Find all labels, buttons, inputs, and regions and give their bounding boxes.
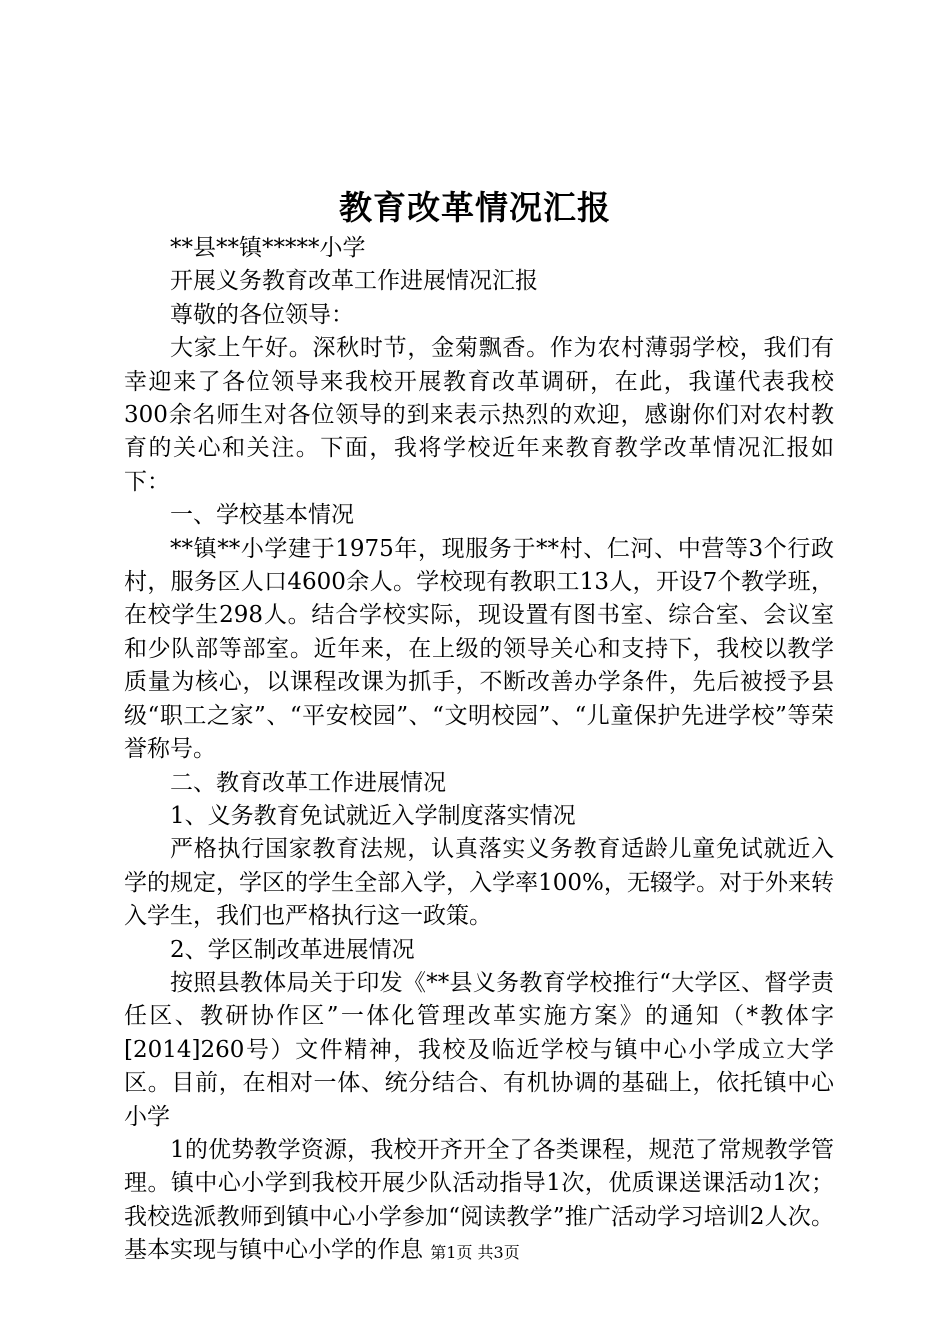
subsection-heading-1: 1、义务教育免试就近入学制度落实情况 [170, 802, 576, 829]
document-body [124, 232, 834, 1268]
intro-paragraph: 大家上午好。深秋时节，金菊飘香。作为农村薄弱学校，我们有幸迎来了各位领导来我校开展教育改革调研，在此，我谨代表我校300余名师生对各位领导的到来表示热烈的欢迎，感谢你们对农村教育的关心和关注。下面，我将学校近年来教育教学改革情况汇报如下： [124, 335, 834, 495]
school-info-paragraph: **镇**小学建于1975年，现服务于**村、仁河、中营等3个行政村，服务区人口4600余人。学校现有教职工13人，开设7个教学班，在校学生298人。结合学校实际，现设置有图书室、综合室、会议室和少队部等部室。近年来，在上级的领导关心和支持下，我校以教学质量为核心，以课程改课为抓手，不断改善办学条件，先后被授予县级“职工之家”、“平安校园”、“文明校园”、“儿童保护先进学校”等荣誉称号。 [124, 535, 834, 763]
section-heading-2: 二、教育改革工作进展情况 [170, 769, 446, 796]
salutation: 尊敬的各位领导： [170, 301, 354, 328]
school-name-line: **县**镇*****小学 [170, 235, 366, 261]
page-number-footer: 第1页 共3页 [430, 1243, 520, 1262]
district-reform-paragraph: 按照县教体局关于印发《**县义务教育学校推行“大学区、督学责任区、教研协作区”一体化管理改革实施方案》的通知（*教体字[2014]260号）文件精神，我校及临近学校与镇中心小学成立大学区。目前，在相对一体、统分结合、有机协调的基础上，依托镇中心小学 [124, 969, 834, 1130]
enrollment-paragraph: 严格执行国家教育法规，认真落实义务教育适龄儿童免试就近入学的规定，学区的学生全部入学，入学率100%，无辍学。对于外来转入学生，我们也严格执行这一政策。 [124, 836, 834, 930]
resources-paragraph: 1的优势教学资源，我校开齐开全了各类课程，规范了常规教学管理。镇中心小学到我校开展少队活动指导1次，优质课送课活动1次；我校选派教师到镇中心小学参加“阅读教学”推广活动学习培训2人次。基本实现与镇中心小学的作息 [124, 1136, 834, 1264]
report-subtitle: 开展义务教育改革工作进展情况汇报 [170, 268, 538, 295]
document-title: 教育改革情况汇报 [339, 188, 611, 227]
subsection-heading-2: 2、学区制改革进展情况 [170, 936, 415, 963]
section-heading-1: 一、学校基本情况 [170, 502, 354, 529]
